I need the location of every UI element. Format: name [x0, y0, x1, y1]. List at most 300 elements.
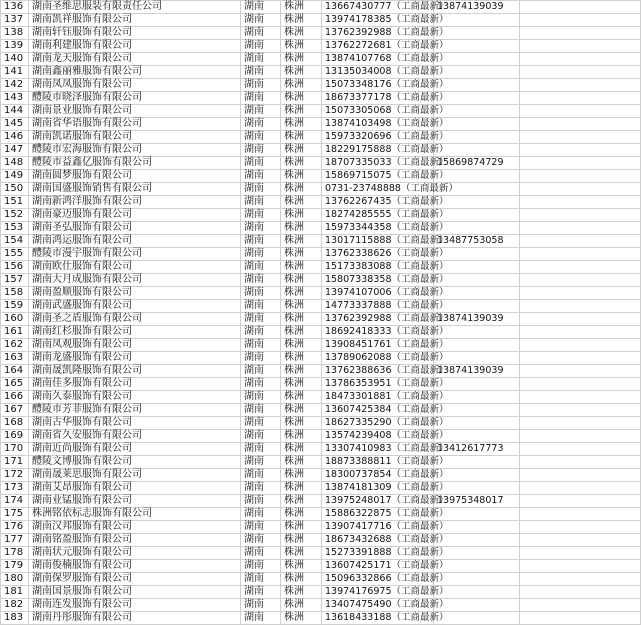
empty-cell — [520, 53, 641, 66]
row-number: 137 — [1, 14, 29, 27]
city: 株洲 — [281, 469, 322, 482]
table-row — [1, 599, 641, 612]
company-name: 湖南凤观服饰有限公司 — [29, 339, 241, 352]
phone-number: 13762388636（工商最新） — [322, 365, 434, 378]
phone-number: 13874103498（工商最新） — [322, 118, 434, 131]
city: 株洲 — [281, 313, 322, 326]
extra-phone: 13487753058 — [434, 235, 520, 248]
phone-number: 15973320696（工商最新） — [322, 131, 434, 144]
city: 株洲 — [281, 209, 322, 222]
company-name: 湖南国景服饰有限公司 — [29, 586, 241, 599]
table-row — [1, 222, 641, 235]
company-name: 湖南国盛服饰销售有限公司 — [29, 183, 241, 196]
city: 株洲 — [281, 1, 322, 14]
row-number: 145 — [1, 118, 29, 131]
province: 湖南 — [241, 248, 281, 261]
province: 湖南 — [241, 157, 281, 170]
table-row — [1, 391, 641, 404]
province: 湖南 — [241, 417, 281, 430]
row-number: 148 — [1, 157, 29, 170]
city: 株洲 — [281, 248, 322, 261]
row-number: 143 — [1, 92, 29, 105]
city: 株洲 — [281, 573, 322, 586]
row-number: 160 — [1, 313, 29, 326]
empty-cell — [520, 365, 641, 378]
phone-number: 18473301881（工商最新） — [322, 391, 434, 404]
table-row — [1, 443, 641, 456]
phone-number: 13908451761（工商最新） — [322, 339, 434, 352]
empty-cell — [520, 287, 641, 300]
empty-cell — [520, 144, 641, 157]
empty-cell — [520, 92, 641, 105]
company-name: 湖南久泰服饰有限公司 — [29, 391, 241, 404]
phone-number: 13874107768（工商最新） — [322, 53, 434, 66]
company-name: 醴陵市宏海服饰有限公司 — [29, 144, 241, 157]
row-number: 159 — [1, 300, 29, 313]
city: 株洲 — [281, 534, 322, 547]
table-row — [1, 365, 641, 378]
city: 株洲 — [281, 378, 322, 391]
extra-phone: 13874139039 — [434, 365, 520, 378]
empty-cell — [520, 547, 641, 560]
empty-cell — [520, 612, 641, 625]
table-row — [1, 586, 641, 599]
phone-number: 13762392988（工商最新） — [322, 313, 434, 326]
phone-number: 13762267435（工商最新） — [322, 196, 434, 209]
phone-number: 13607425384（工商最新） — [322, 404, 434, 417]
table-row — [1, 157, 641, 170]
table-row — [1, 79, 641, 92]
table-row — [1, 547, 641, 560]
table-row — [1, 300, 641, 313]
city: 株洲 — [281, 40, 322, 53]
province: 湖南 — [241, 79, 281, 92]
empty-cell — [520, 131, 641, 144]
table-body — [1, 1, 641, 625]
phone-number: 13667430777（工商最新） — [322, 1, 434, 14]
city: 株洲 — [281, 274, 322, 287]
company-name: 醴陵市芳菲服饰有限公司 — [29, 404, 241, 417]
empty-cell — [520, 599, 641, 612]
company-name: 湖南佳多服饰有限公司 — [29, 378, 241, 391]
province: 湖南 — [241, 53, 281, 66]
empty-cell — [520, 66, 641, 79]
company-name: 湖南盈顺服饰有限公司 — [29, 287, 241, 300]
empty-cell — [520, 1, 641, 14]
empty-cell — [520, 183, 641, 196]
phone-number: 13307410983（工商最新） — [322, 443, 434, 456]
city: 株洲 — [281, 391, 322, 404]
city: 株洲 — [281, 92, 322, 105]
phone-number: 18274285555（工商最新） — [322, 209, 434, 222]
city: 株洲 — [281, 586, 322, 599]
row-number: 140 — [1, 53, 29, 66]
phone-number: 15273391888（工商最新） — [322, 547, 434, 560]
city: 株洲 — [281, 183, 322, 196]
city: 株洲 — [281, 144, 322, 157]
empty-cell — [520, 118, 641, 131]
empty-cell — [520, 352, 641, 365]
table-row — [1, 508, 641, 521]
table-row — [1, 66, 641, 79]
row-number: 157 — [1, 274, 29, 287]
province: 湖南 — [241, 300, 281, 313]
city: 株洲 — [281, 339, 322, 352]
phone-number: 13574239408（工商最新） — [322, 430, 434, 443]
phone-number: 18873388811（工商最新） — [322, 456, 434, 469]
empty-cell — [520, 469, 641, 482]
province: 湖南 — [241, 404, 281, 417]
company-name: 湖南龙天服饰有限公司 — [29, 53, 241, 66]
province: 湖南 — [241, 391, 281, 404]
province: 湖南 — [241, 144, 281, 157]
province: 湖南 — [241, 339, 281, 352]
province: 湖南 — [241, 183, 281, 196]
province: 湖南 — [241, 612, 281, 625]
phone-number: 13974178385（工商最新） — [322, 14, 434, 27]
phone-number: 13762272681（工商最新） — [322, 40, 434, 53]
city: 株洲 — [281, 547, 322, 560]
row-number: 141 — [1, 66, 29, 79]
table-row — [1, 612, 641, 625]
city: 株洲 — [281, 79, 322, 92]
row-number: 158 — [1, 287, 29, 300]
extra-phone: 15869874729 — [434, 157, 520, 170]
province: 湖南 — [241, 508, 281, 521]
table-row — [1, 430, 641, 443]
province: 湖南 — [241, 560, 281, 573]
empty-cell — [520, 40, 641, 53]
empty-cell — [520, 391, 641, 404]
city: 株洲 — [281, 521, 322, 534]
phone-number: 13975248017（工商最新） — [322, 495, 434, 508]
province: 湖南 — [241, 547, 281, 560]
province: 湖南 — [241, 66, 281, 79]
company-name: 湖南鑫丽雅服饰有限公司 — [29, 66, 241, 79]
empty-cell — [520, 456, 641, 469]
row-number: 162 — [1, 339, 29, 352]
row-number: 139 — [1, 40, 29, 53]
city: 株洲 — [281, 235, 322, 248]
province: 湖南 — [241, 1, 281, 14]
row-number: 180 — [1, 573, 29, 586]
company-name: 醴陵市益鑫亿服饰有限公司 — [29, 157, 241, 170]
table-row — [1, 313, 641, 326]
company-name: 湖南圆梦服饰有限公司 — [29, 170, 241, 183]
phone-number: 13789062088（工商最新） — [322, 352, 434, 365]
province: 湖南 — [241, 456, 281, 469]
row-number: 154 — [1, 235, 29, 248]
table-row — [1, 196, 641, 209]
city: 株洲 — [281, 66, 322, 79]
table-row — [1, 131, 641, 144]
company-name: 湖南轩钰服饰有限公司 — [29, 27, 241, 40]
empty-cell — [520, 14, 641, 27]
company-name: 湖南近尚服饰有限公司 — [29, 443, 241, 456]
table-row — [1, 92, 641, 105]
company-name: 醴陵文博服饰有限公司 — [29, 456, 241, 469]
province: 湖南 — [241, 365, 281, 378]
empty-cell — [520, 534, 641, 547]
table-row — [1, 534, 641, 547]
province: 湖南 — [241, 261, 281, 274]
table-row — [1, 14, 641, 27]
city: 株洲 — [281, 352, 322, 365]
city: 株洲 — [281, 222, 322, 235]
phone-number: 18692418333（工商最新） — [322, 326, 434, 339]
table-row — [1, 378, 641, 391]
row-number: 166 — [1, 391, 29, 404]
empty-cell — [520, 339, 641, 352]
province: 湖南 — [241, 287, 281, 300]
row-number: 181 — [1, 586, 29, 599]
province: 湖南 — [241, 326, 281, 339]
phone-number: 14773337888（工商最新） — [322, 300, 434, 313]
table-row — [1, 144, 641, 157]
extra-phone: 13874139039 — [434, 313, 520, 326]
city: 株洲 — [281, 365, 322, 378]
row-number: 182 — [1, 599, 29, 612]
empty-cell — [520, 482, 641, 495]
phone-number: 13786353951（工商最新） — [322, 378, 434, 391]
row-number: 165 — [1, 378, 29, 391]
table-row — [1, 261, 641, 274]
province: 湖南 — [241, 105, 281, 118]
province: 湖南 — [241, 521, 281, 534]
province: 湖南 — [241, 92, 281, 105]
city: 株洲 — [281, 482, 322, 495]
company-name: 湖南保罗服饰有限公司 — [29, 573, 241, 586]
table-row — [1, 339, 641, 352]
company-name: 湖南景业服饰有限公司 — [29, 105, 241, 118]
company-name: 湖南大月成服饰有限公司 — [29, 274, 241, 287]
province: 湖南 — [241, 573, 281, 586]
row-number: 146 — [1, 131, 29, 144]
company-name: 湖南晟凯隆服饰有限公司 — [29, 365, 241, 378]
table-row — [1, 417, 641, 430]
city: 株洲 — [281, 417, 322, 430]
empty-cell — [520, 573, 641, 586]
empty-cell — [520, 248, 641, 261]
row-number: 175 — [1, 508, 29, 521]
city: 株洲 — [281, 261, 322, 274]
table-row — [1, 521, 641, 534]
province: 湖南 — [241, 14, 281, 27]
city: 株洲 — [281, 430, 322, 443]
empty-cell — [520, 495, 641, 508]
company-name: 醴陵市晓泽服饰有限公司 — [29, 92, 241, 105]
empty-cell — [520, 274, 641, 287]
phone-number: 13017115888（工商最新） — [322, 235, 434, 248]
city: 株洲 — [281, 456, 322, 469]
row-number: 163 — [1, 352, 29, 365]
city: 株洲 — [281, 53, 322, 66]
city: 株洲 — [281, 131, 322, 144]
company-name: 湖南红杉服饰有限公司 — [29, 326, 241, 339]
row-number: 155 — [1, 248, 29, 261]
company-name: 湖南凯诺服饰有限公司 — [29, 131, 241, 144]
empty-cell — [520, 105, 641, 118]
empty-cell — [520, 313, 641, 326]
company-name: 湖南武盛服饰有限公司 — [29, 300, 241, 313]
province: 湖南 — [241, 599, 281, 612]
phone-number: 18673432688（工商最新） — [322, 534, 434, 547]
phone-number: 15073348176（工商最新） — [322, 79, 434, 92]
province: 湖南 — [241, 534, 281, 547]
empty-cell — [520, 300, 641, 313]
phone-number: 0731-23748888（工商最新） — [322, 183, 434, 196]
row-number: 179 — [1, 560, 29, 573]
company-name: 湖南俊楠服饰有限公司 — [29, 560, 241, 573]
table-row — [1, 53, 641, 66]
company-name: 湖南古华服饰有限公司 — [29, 417, 241, 430]
table-row — [1, 560, 641, 573]
empty-cell — [520, 508, 641, 521]
company-name: 湖南凯祥服饰有限公司 — [29, 14, 241, 27]
city: 株洲 — [281, 560, 322, 573]
table-row — [1, 170, 641, 183]
empty-cell — [520, 170, 641, 183]
phone-number: 18673377178（工商最新） — [322, 92, 434, 105]
table-row — [1, 482, 641, 495]
company-name: 醴陵市漫宇服饰有限公司 — [29, 248, 241, 261]
row-number: 161 — [1, 326, 29, 339]
row-number: 136 — [1, 1, 29, 14]
city: 株洲 — [281, 508, 322, 521]
city: 株洲 — [281, 404, 322, 417]
table-row — [1, 118, 641, 131]
company-name: 湖南晟莱思服饰有限公司 — [29, 469, 241, 482]
row-number: 150 — [1, 183, 29, 196]
phone-number: 15807338358（工商最新） — [322, 274, 434, 287]
province: 湖南 — [241, 430, 281, 443]
province: 湖南 — [241, 313, 281, 326]
company-name: 湖南丹彤服饰有限公司 — [29, 612, 241, 625]
table-row — [1, 27, 641, 40]
province: 湖南 — [241, 118, 281, 131]
empty-cell — [520, 586, 641, 599]
row-number: 177 — [1, 534, 29, 547]
phone-number: 13874181309（工商最新） — [322, 482, 434, 495]
city: 株洲 — [281, 196, 322, 209]
phone-number: 13907417716（工商最新） — [322, 521, 434, 534]
company-name: 湖南龙盛服饰有限公司 — [29, 352, 241, 365]
company-name: 湖南汉邦服饰有限公司 — [29, 521, 241, 534]
city: 株洲 — [281, 599, 322, 612]
company-name: 湖南省华语服饰有限公司 — [29, 118, 241, 131]
phone-number: 13762338626（工商最新） — [322, 248, 434, 261]
row-number: 174 — [1, 495, 29, 508]
company-name: 湖南艾昂服饰有限公司 — [29, 482, 241, 495]
table-row — [1, 235, 641, 248]
province: 湖南 — [241, 443, 281, 456]
phone-number: 13618433188（工商最新） — [322, 612, 434, 625]
extra-phone: 13874139039 — [434, 1, 520, 14]
table-row — [1, 40, 641, 53]
province: 湖南 — [241, 586, 281, 599]
province: 湖南 — [241, 131, 281, 144]
extra-phone: 13412617773 — [434, 443, 520, 456]
table-row — [1, 248, 641, 261]
city: 株洲 — [281, 443, 322, 456]
city: 株洲 — [281, 495, 322, 508]
row-number: 176 — [1, 521, 29, 534]
empty-cell — [520, 79, 641, 92]
province: 湖南 — [241, 274, 281, 287]
company-name: 湖南铭盈服饰有限公司 — [29, 534, 241, 547]
table-row — [1, 105, 641, 118]
phone-number: 13974107006（工商最新） — [322, 287, 434, 300]
city: 株洲 — [281, 300, 322, 313]
company-name: 湖南省久安服饰有限公司 — [29, 430, 241, 443]
empty-cell — [520, 27, 641, 40]
province: 湖南 — [241, 209, 281, 222]
phone-number: 13407475490（工商最新） — [322, 599, 434, 612]
company-name: 湖南利建服饰有限公司 — [29, 40, 241, 53]
phone-number: 18229175888（工商最新） — [322, 144, 434, 157]
phone-number: 13135034008（工商最新） — [322, 66, 434, 79]
row-number: 144 — [1, 105, 29, 118]
row-number: 149 — [1, 170, 29, 183]
phone-number: 15096332866（工商最新） — [322, 573, 434, 586]
province: 湖南 — [241, 482, 281, 495]
phone-number: 18300737854（工商最新） — [322, 469, 434, 482]
table-row — [1, 404, 641, 417]
extra-phone: 13975348017 — [434, 495, 520, 508]
city: 株洲 — [281, 14, 322, 27]
city: 株洲 — [281, 170, 322, 183]
empty-cell — [520, 378, 641, 391]
phone-number: 15073305068（工商最新） — [322, 105, 434, 118]
row-number: 167 — [1, 404, 29, 417]
row-number: 170 — [1, 443, 29, 456]
company-name: 湖南新鸿洋服饰有限公司 — [29, 196, 241, 209]
row-number: 169 — [1, 430, 29, 443]
company-name: 湖南豪迈服饰有限公司 — [29, 209, 241, 222]
company-name: 湖南圣弘服饰有限公司 — [29, 222, 241, 235]
table-row — [1, 495, 641, 508]
city: 株洲 — [281, 612, 322, 625]
table-row — [1, 183, 641, 196]
table-row — [1, 352, 641, 365]
table-row — [1, 287, 641, 300]
province: 湖南 — [241, 495, 281, 508]
province: 湖南 — [241, 170, 281, 183]
table-row — [1, 209, 641, 222]
province: 湖南 — [241, 378, 281, 391]
table-row — [1, 326, 641, 339]
row-number: 152 — [1, 209, 29, 222]
row-number: 172 — [1, 469, 29, 482]
phone-number: 15886322875（工商最新） — [322, 508, 434, 521]
empty-cell — [520, 417, 641, 430]
province: 湖南 — [241, 196, 281, 209]
empty-cell — [520, 157, 641, 170]
row-number: 151 — [1, 196, 29, 209]
row-number: 183 — [1, 612, 29, 625]
row-number: 142 — [1, 79, 29, 92]
row-number: 171 — [1, 456, 29, 469]
company-name: 湖南圣维思服装有限责任公司 — [29, 1, 241, 14]
city: 株洲 — [281, 27, 322, 40]
province: 湖南 — [241, 469, 281, 482]
empty-cell — [520, 209, 641, 222]
province: 湖南 — [241, 222, 281, 235]
city: 株洲 — [281, 326, 322, 339]
empty-cell — [520, 326, 641, 339]
company-name: 湖南鸿运服饰有限公司 — [29, 235, 241, 248]
row-number: 164 — [1, 365, 29, 378]
